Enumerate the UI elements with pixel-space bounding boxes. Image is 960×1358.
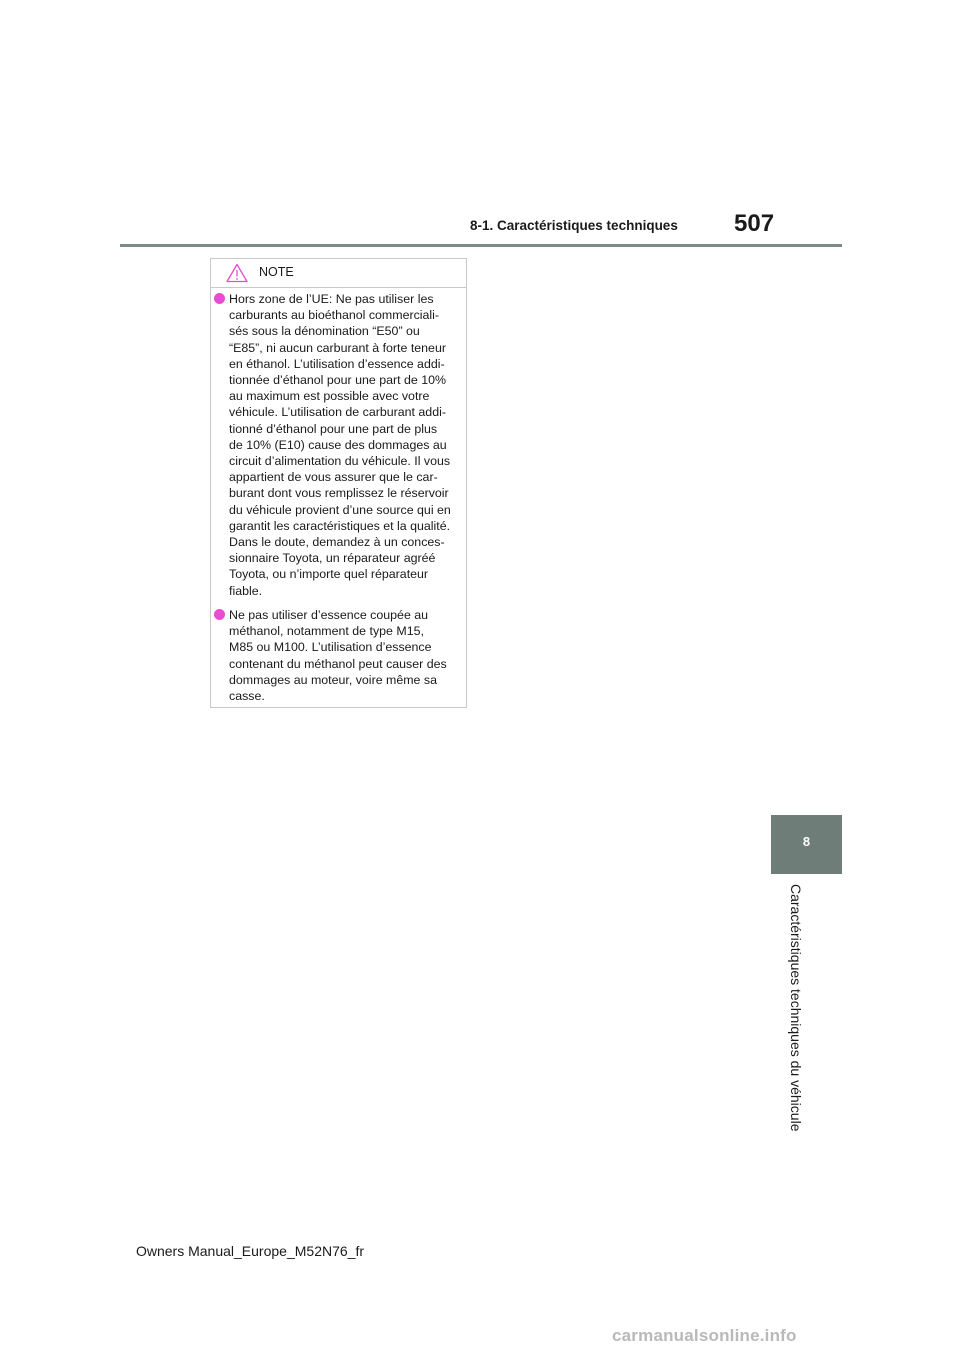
note-title: NOTE: [259, 265, 294, 279]
note-item-text: Hors zone de l’UE: Ne pas utiliser les carburants au bioéthanol commerciali- sés sous la dénomination “E50” ou “E85”, ni aucun carburant à forte teneur en éthanol. L’utilisation d’essence addi- tionnée d’éthanol pour une part de 10% au maximum est possible avec votre véhicule. L’utilisation de carburant addi- tionné d’éthanol pour une part de plus de 10% (E10) cause des dommages au circuit d’alimentation du véhicule. Il vous appartient de vous assurer que le car- burant dont vous remplissez le réservoir du véhicule provient d’une source qui en garantit les caractéristiques et la qualité. Dans le doute, demandez à un conces- sionnaire Toyota, un réparateur agréé Toyota, ou n’importe quel réparateur fiable.: [229, 292, 451, 598]
note-item-methanol: [214, 607, 462, 704]
watermark: carmanualsonline.info: [612, 1326, 797, 1345]
warning-triangle-icon: [226, 263, 248, 283]
note-item-text: Ne pas utiliser d’essence coupée au méthanol, notamment de type M15, M85 ou M100. L’utilisation d’essence contenant du méthanol peut causer des dommages au moteur, voire même sa casse.: [229, 608, 447, 704]
bullet-icon: [214, 293, 225, 304]
note-header: [211, 259, 466, 288]
chapter-number: 8: [802, 834, 811, 849]
note-box: [210, 258, 467, 708]
bullet-icon: [214, 609, 225, 620]
section-title: 8-1. Caractéristiques techniques: [470, 218, 678, 233]
chapter-tab[interactable]: [771, 815, 842, 874]
chapter-label: Caractéristiques techniques du véhicule: [788, 884, 804, 1132]
page-number: 507: [734, 210, 775, 237]
note-item-ethanol: [214, 291, 462, 599]
footer-manual-id: Owners Manual_Europe_M52N76_fr: [135, 1243, 364, 1259]
header-rule: [120, 244, 842, 247]
